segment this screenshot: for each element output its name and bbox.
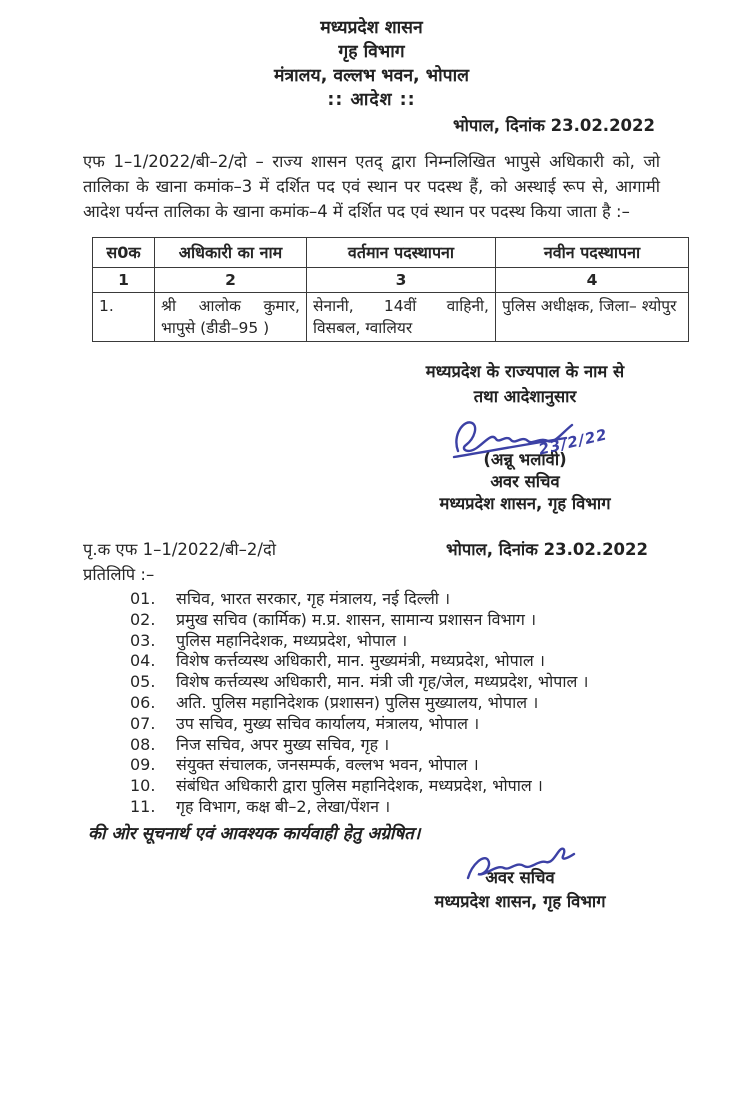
list-item <box>130 631 743 652</box>
authority-block <box>360 359 690 515</box>
place-date-top: भोपाल, दिनांक 23.02.2022 <box>453 116 655 135</box>
item-number: 06. <box>130 692 156 712</box>
col-number-2: 2 <box>155 268 307 293</box>
table-row <box>93 293 689 342</box>
header-officer-name: अधिकारी का नाम <box>155 238 307 268</box>
order-title: :: आदेश :: <box>327 90 416 110</box>
item-text: निज सचिव, अपर मुख्य सचिव, गृह । <box>176 734 390 754</box>
col-number-3: 3 <box>307 268 496 293</box>
list-item <box>130 693 743 714</box>
header-serial: स0क <box>93 238 155 268</box>
item-text: अति. पुलिस महानिदेशक (प्रशासन) पुलिस मुख्यालय, भोपाल । <box>176 692 539 712</box>
place-date-endorsement: भोपाल, दिनांक 23.02.2022 <box>446 540 648 559</box>
department-name: गृह विभाग <box>338 42 405 62</box>
item-number: 02. <box>130 609 156 629</box>
government-name: मध्यप्रदेश शासन <box>320 18 423 38</box>
authority-line-1: मध्यप्रदेश के राज्यपाल के नाम से <box>425 362 625 381</box>
list-item <box>130 755 743 776</box>
item-number: 05. <box>130 672 156 692</box>
list-item <box>130 610 743 631</box>
item-number: 03. <box>130 630 156 650</box>
item-number: 10. <box>130 776 156 796</box>
list-item <box>130 714 743 735</box>
col-number-4: 4 <box>496 268 689 293</box>
item-text: संयुक्त संचालक, जनसम्पर्क, वल्लभ भवन, भोपाल । <box>176 755 479 775</box>
item-number: 08. <box>130 734 156 754</box>
header-new-posting: नवीन पदस्थापना <box>496 238 689 268</box>
item-number: 07. <box>130 713 156 733</box>
list-item <box>130 672 743 693</box>
signature-ink-icon <box>462 846 580 886</box>
item-text: प्रमुख सचिव (कार्मिक) म.प्र. शासन, सामान्य प्रशासन विभाग । <box>176 609 537 629</box>
cell-current-posting: सेनानी, 14वीं वाहिनी, विसबल, ग्वालियर <box>307 293 496 342</box>
table-column-number-row <box>93 268 689 293</box>
signature-area-1 <box>360 413 690 465</box>
endorsement-ref-row <box>83 537 648 560</box>
item-text: विशेष कर्त्तव्यस्थ अधिकारी, मान. मुख्यमंत्री, मध्यप्रदेश, भोपाल । <box>176 651 545 671</box>
order-paragraph: एफ 1–1/2022/बी–2/दो – राज्य शासन एतद् द्वारा निम्नलिखित भापुसे अधिकारी को, जो तालिका के खाना कमांक–3 में दर्शित पद एवं स्थान पर पदस्थ हैं, को अस्थाई रूप से, आगामी आदेश पर्यन्त तालिका के खाना कमांक–4 में दर्शित पद एवं स्थान पर पदस्थ किया जाता है :– <box>83 152 660 221</box>
item-text: संबंधित अधिकारी द्वारा पुलिस महानिदेशक, मध्यप्रदेश, भोपाल । <box>176 776 543 796</box>
item-text: पुलिस महानिदेशक, मध्यप्रदेश, भोपाल । <box>176 630 408 650</box>
letterhead <box>0 0 743 112</box>
cell-new-posting: पुलिस अधीक्षक, जिला– श्योपुर <box>496 293 689 342</box>
footer-department: मध्यप्रदेश शासन, गृह विभाग <box>434 891 606 911</box>
list-item <box>130 797 743 818</box>
authority-line-2: तथा आदेशानुसार <box>473 387 577 406</box>
list-item <box>130 651 743 672</box>
footer-signature-block <box>370 846 670 914</box>
signatory-name: (अन्नू भलावी) <box>483 450 567 469</box>
endorsement-ref-no: पृ.क एफ 1–1/2022/बी–2/दो <box>83 540 277 559</box>
list-item <box>130 776 743 797</box>
signature-area-2 <box>370 846 670 884</box>
header-current-posting: वर्तमान पदस्थापना <box>307 238 496 268</box>
item-number: 11. <box>130 796 156 816</box>
col-number-1: 1 <box>93 268 155 293</box>
handwritten-date: 23/2/22 <box>536 425 610 459</box>
copy-to-label: प्रतिलिपि :– <box>83 565 155 584</box>
footer-designation: अवर सचिव <box>485 867 555 887</box>
forwarding-note: की ओर सूचनार्थ एवं आवश्यक कार्यवाही हेतु अग्रेषित। <box>88 823 421 844</box>
cell-serial: 1. <box>93 293 155 342</box>
office-address: मंत्रालय, वल्लभ भवन, भोपाल <box>274 66 469 86</box>
signatory-department: मध्यप्रदेश शासन, गृह विभाग <box>439 494 611 513</box>
signatory-designation: अवर सचिव <box>490 472 560 491</box>
item-text: सचिव, भारत सरकार, गृह मंत्रालय, नई दिल्ली । <box>176 589 451 608</box>
posting-table <box>92 237 689 342</box>
item-text: विशेष कर्त्तव्यस्थ अधिकारी, मान. मंत्री जी गृह/जेल, मध्यप्रदेश, भोपाल । <box>176 672 589 692</box>
copy-to-list <box>130 589 743 818</box>
cell-officer-name: श्री आलोक कुमार, भापुसे (डीडी–95 ) <box>155 293 307 342</box>
item-text: उप सचिव, मुख्य सचिव कार्यालय, मंत्रालय, भोपाल । <box>176 713 480 733</box>
item-number: 09. <box>130 755 156 775</box>
list-item <box>130 589 743 610</box>
item-number: 04. <box>130 651 156 671</box>
list-item <box>130 735 743 756</box>
item-text: गृह विभाग, कक्ष बी–2, लेखा/पेंशन । <box>176 796 391 816</box>
table-header-row <box>93 238 689 268</box>
item-number: 01. <box>130 589 156 608</box>
